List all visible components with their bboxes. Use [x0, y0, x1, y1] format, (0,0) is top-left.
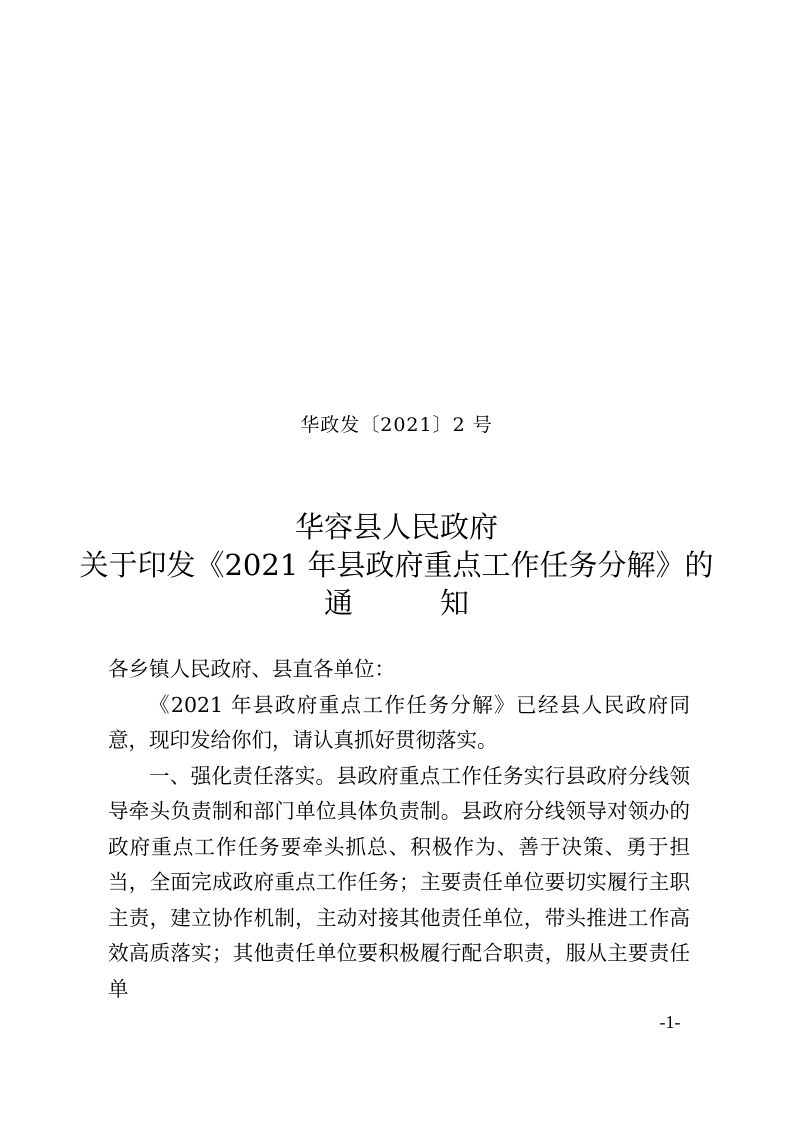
paragraph-intro: 《2021 年县政府重点工作任务分解》已经县人民政府同意，现印发给你们，请认真抓好贯彻落实。 [108, 692, 690, 752]
title-subject: 关于印发《2021 年县政府重点工作任务分解》的 [79, 548, 714, 582]
salutation: 各乡镇人民政府、县直各单位： [108, 657, 395, 681]
document-body [108, 652, 690, 1007]
paragraph-responsibility: 一、强化责任落实。县政府重点工作任务实行县政府分线领导牵头负责制和部门单位具体负责制。县政府分线领导对领办的政府重点工作任务要牵头抓总、积极作为、善于决策、勇于担当，全面完成政府重点工作任务；主要责任单位要切实履行主职主责，建立协作机制，主动对接其他责任单位，带头推进工作高效高质落实；其他责任单位要积极履行配合职责，服从主要责任单 [108, 763, 690, 1001]
document-number: 华政发〔2021〕2 号 [300, 414, 493, 436]
document-title [0, 508, 793, 622]
page-number: -1- [659, 1012, 681, 1032]
title-issuer: 华容县人民政府 [294, 510, 498, 544]
title-notice: 通 知 [323, 586, 469, 620]
